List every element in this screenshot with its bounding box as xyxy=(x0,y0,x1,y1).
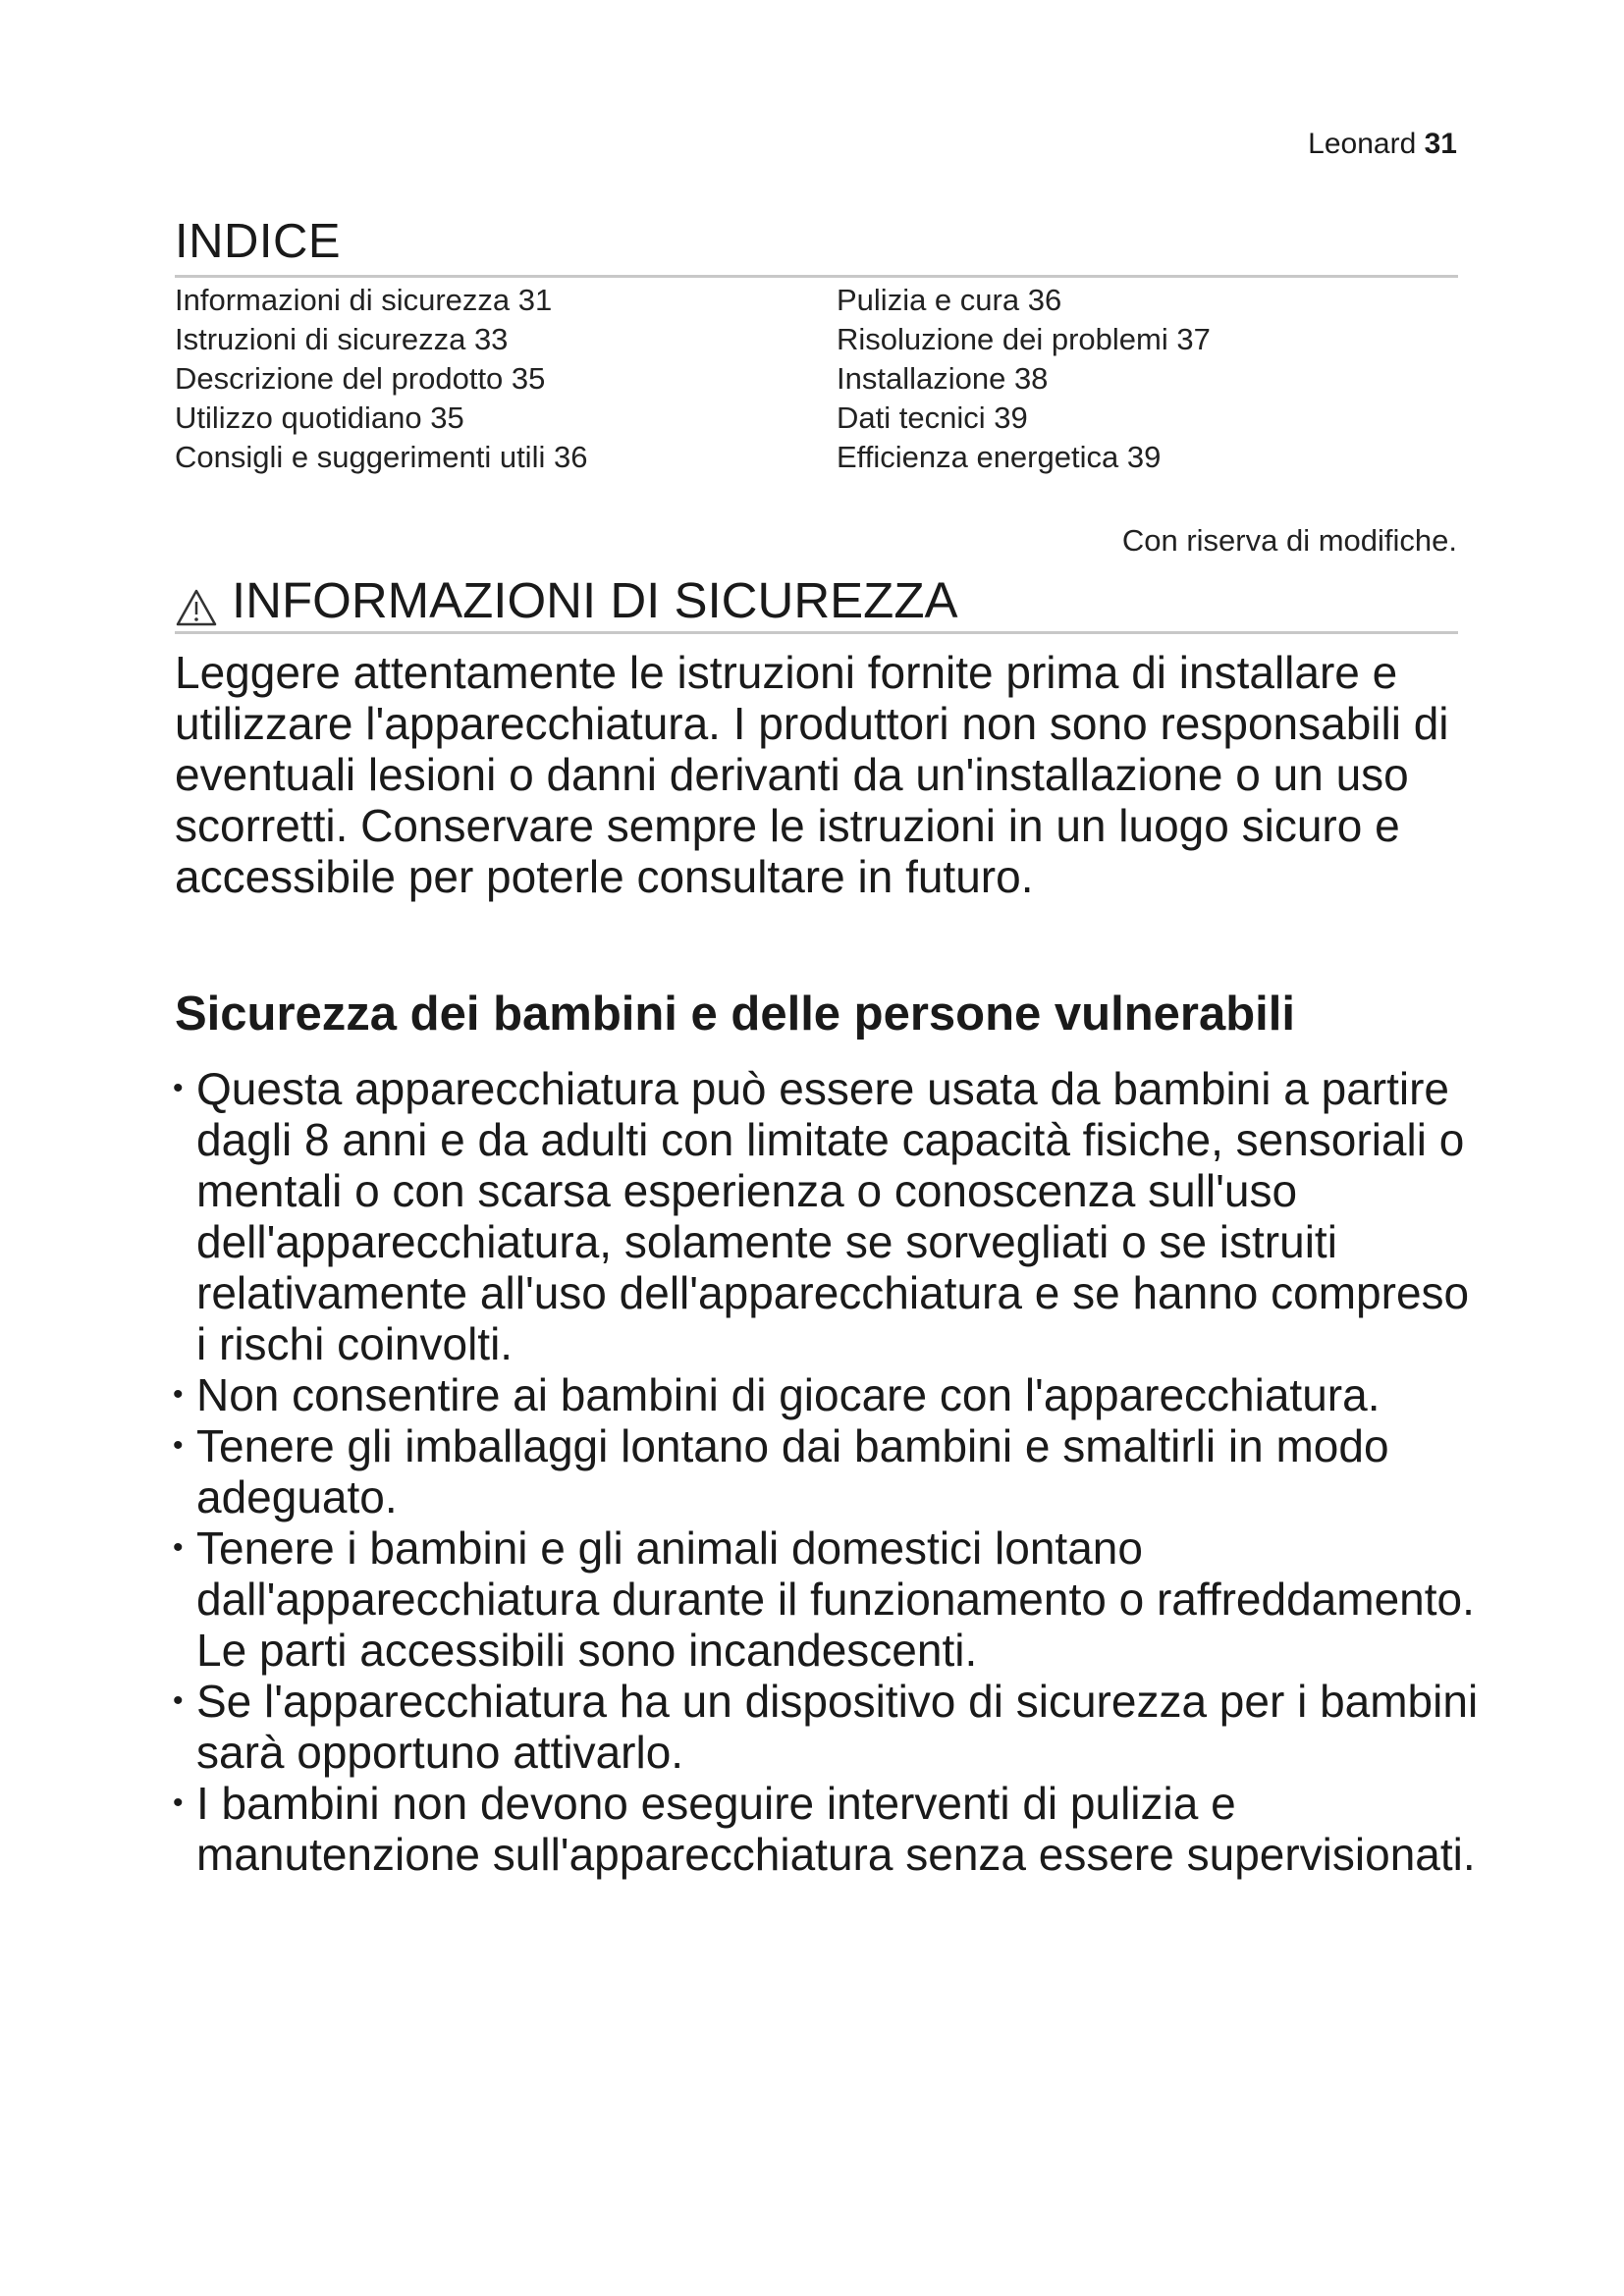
list-item xyxy=(173,1063,1479,1369)
bullet-icon: • xyxy=(173,1684,184,1717)
toc-right-column xyxy=(837,281,1211,477)
list-item xyxy=(173,1369,1479,1420)
list-item xyxy=(173,1522,1479,1676)
toc-item[interactable]: Informazioni di sicurezza 31 xyxy=(175,283,553,317)
page-header xyxy=(1308,128,1457,161)
bullet-icon: • xyxy=(173,1072,184,1104)
section-divider xyxy=(175,631,1458,634)
toc-item[interactable]: Efficienza energetica 39 xyxy=(837,440,1162,474)
toc-item[interactable]: Dati tecnici 39 xyxy=(837,400,1028,435)
brand-name: Leonard xyxy=(1308,128,1417,160)
warning-triangle-icon xyxy=(175,581,218,620)
list-item-text: Tenere gli imballaggi lontano dai bambini e smaltirli in modo adeguato. xyxy=(196,1420,1389,1522)
intro-paragraph: Leggere attentamente le istruzioni fornite prima di installare e utilizzare l'apparecchiatura. I produttori non sono responsabili di eventuali lesioni o danni derivanti da un'installazione o un uso scorretti. Conservare sempre le istruzioni in un luogo sicuro e accessibile per poterle consultare in futuro. xyxy=(175,647,1449,902)
page-number: 31 xyxy=(1424,128,1457,160)
toc-item[interactable]: Istruzioni di sicurezza 33 xyxy=(175,322,509,356)
toc-item[interactable]: Consigli e suggerimenti utili 36 xyxy=(175,440,588,474)
toc-title: INDICE xyxy=(175,215,342,268)
list-item xyxy=(173,1420,1479,1522)
toc-divider xyxy=(175,275,1458,278)
subsection-title: Sicurezza dei bambini e delle persone vulnerabili xyxy=(175,988,1295,1041)
section-title-text: INFORMAZIONI DI SICUREZZA xyxy=(232,572,958,628)
toc-item[interactable]: Utilizzo quotidiano 35 xyxy=(175,400,464,435)
bullet-icon: • xyxy=(173,1531,184,1564)
bullet-icon: • xyxy=(173,1429,184,1462)
section-title xyxy=(175,571,958,629)
list-item-text: Non consentire ai bambini di giocare con l'apparecchiatura. xyxy=(196,1369,1380,1420)
list-item-text: Se l'apparecchiatura ha un dispositivo di sicurezza per i bambini sarà opportuno attivarlo. xyxy=(196,1676,1479,1778)
toc-item[interactable]: Risoluzione dei problemi 37 xyxy=(837,322,1211,356)
toc-left-column xyxy=(175,281,587,477)
list-item xyxy=(173,1778,1479,1880)
list-item-text: Questa apparecchiatura può essere usata da bambini a partire dagli 8 anni e da adulti con limitate capacità fisiche, sensoriali o mentali o con scarsa esperienza o conoscenza sull'uso dell'apparecchiatura, solamente se sorvegliati o se istruiti relativamente all'uso dell'apparecchiatura e se hanno compreso i rischi coinvolti. xyxy=(196,1063,1470,1369)
list-item xyxy=(173,1676,1479,1778)
list-item-text: Tenere i bambini e gli animali domestici lontano dall'apparecchiatura durante il funzionamento o raffreddamento. Le parti accessibili sono incandescenti. xyxy=(196,1522,1475,1676)
safety-bullet-list xyxy=(173,1063,1479,1880)
list-item-text: I bambini non devono eseguire interventi di pulizia e manutenzione sull'apparecchiatura senza essere supervisionati. xyxy=(196,1778,1476,1880)
bullet-icon: • xyxy=(173,1787,184,1819)
toc-item[interactable]: Installazione 38 xyxy=(837,361,1049,396)
toc-item[interactable]: Pulizia e cura 36 xyxy=(837,283,1062,317)
bullet-icon: • xyxy=(173,1378,184,1411)
toc-item[interactable]: Descrizione del prodotto 35 xyxy=(175,361,546,396)
revision-note: Con riserva di modifiche. xyxy=(1121,523,1457,558)
